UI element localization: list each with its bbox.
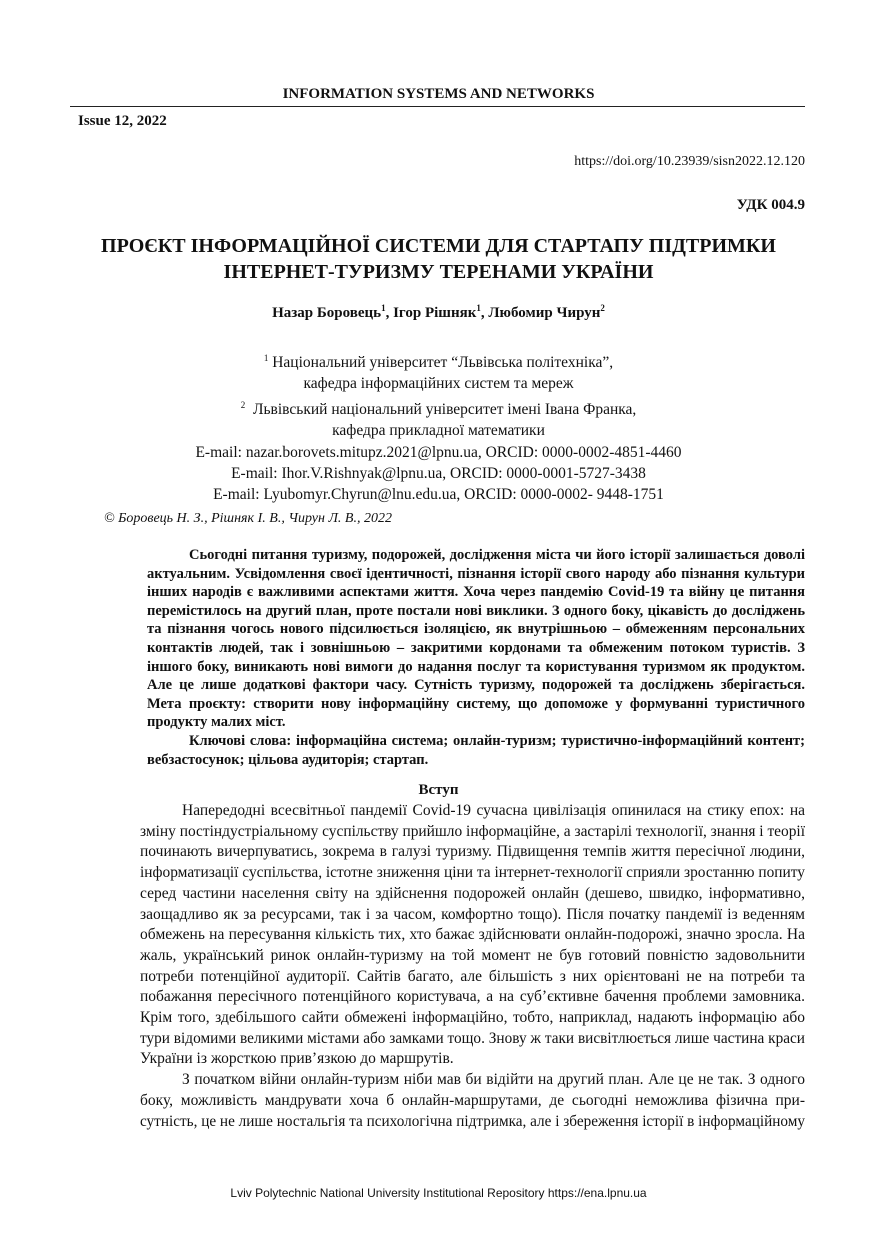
body-line: сутність, це не лише ностальгія та психологічна підтримка, але і збереження історії в інформаційному — [140, 1112, 805, 1130]
abstract-line: перемістилось на другий план, проте постали нові виклики. З одного боку, цікавість до досліджень — [147, 602, 805, 619]
header-divider — [70, 106, 805, 107]
body-line: Напередодні всесвітньої пандемії Covid-19 сучасна цивілізація опинилася на стику епох: на — [182, 802, 805, 819]
body-line: Крім того, здебільшого сайти обмежені інформаційно, тобто, наприклад, надають інформацію або — [140, 1009, 805, 1027]
body-line: заощадливо як за ресурсами, так і за часом, комфортно тощо). Після початку пандемії із веденням — [140, 905, 805, 923]
copyright: © Боровець Н. З., Рішняк І. В., Чирун Л. В., 2022 — [104, 511, 392, 526]
body-line: побажання пересічного потенційного користувача, а на суб’єктивне бачення проблеми замовника. — [140, 988, 805, 1006]
author-name: Назар Боровець — [272, 305, 382, 321]
doi-link[interactable]: https://doi.org/10.23939/sisn2022.12.120 — [574, 154, 805, 169]
body-line: потреби потенційної аудиторії. Сайтів багато, але більшість з них орієнтовані не на потреби та — [140, 967, 805, 985]
affiliation-mark: 2 — [240, 399, 246, 410]
body-line: боку, можливість мандрувати хоча б онлайн-маршрутами, де сьогодні неможлива фізична при- — [140, 1091, 805, 1109]
affiliation-1-dept: кафедра інформаційних систем та мереж — [303, 375, 574, 393]
abstract-line: інших народів є важливими аспектами життя. Хоча через пандемію Covid-19 та війну це питання — [147, 584, 805, 601]
journal-name: INFORMATION SYSTEMS AND NETWORKS — [282, 86, 595, 102]
abstract-line: Але це лише додаткові фактори часу. Сутність туризму, подорожей та досліджень зберігається. — [147, 677, 805, 694]
affiliation-2: Львівський національний університет імені Івана Франка, — [252, 400, 637, 418]
abstract-line: продукту малих міст. — [147, 714, 286, 731]
body-line: починають вичерпуватись, зокрема в галузі туризму. Підвищення темпів життя пересічної людини, — [140, 843, 805, 861]
issue-label: Issue 12, 2022 — [78, 113, 167, 129]
affiliation-mark: 1 — [263, 353, 269, 363]
author-name: Любомир Чирун — [488, 305, 601, 321]
repository-footer: Lviv Polytechnic National University Institutional Repository https://ena.lpnu.ua — [230, 1186, 647, 1200]
author-email: E-mail: Ihor.V.Rishnyak@lpnu.ua, ORCID: 0000-0001-5727-3438 — [231, 464, 646, 482]
author-email: E-mail: nazar.borovets.mitupz.2021@lpnu.ua, ORCID: 0000-0002-4851-4460 — [195, 443, 682, 461]
affiliation-1: Національний університет “Львівська політехніка”, — [272, 354, 614, 372]
abstract-line: іншого боку, виникають нові вимоги до надання послуг та користування туризмом як продуктом. — [147, 658, 805, 675]
author-name: Ігор Рішняк — [393, 305, 477, 321]
author-email: E-mail: Lyubomyr.Chyrun@lnu.edu.ua, ORCID: 0000-0002- 9448-1751 — [213, 486, 664, 504]
affiliation-2-dept: кафедра прикладної математики — [332, 422, 545, 440]
abstract-line: контактів людей, так і зовнішньою – закритими кордонами та обмеженим потоком туристів. З — [147, 639, 805, 656]
section-heading: Вступ — [418, 782, 459, 798]
title-line: ІНТЕРНЕТ-ТУРИЗМУ ТЕРЕНАМИ УКРАЇНИ — [223, 261, 654, 283]
abstract-line: та пізнання чогось нового підсилюється ізоляцією, як внутрішньою – обмеженням персональних — [147, 621, 805, 638]
body-line: серед частини населення світу на здійснення подорожей онлайн (дешево, швидко, інформативно, — [140, 884, 805, 902]
affiliation-mark: 2 — [600, 303, 605, 313]
paper-title — [70, 233, 807, 285]
title-line: ПРОЄКТ ІНФОРМАЦІЙНОЇ СИСТЕМИ ДЛЯ СТАРТАПУ ПІДТРИМКИ — [101, 235, 776, 257]
body-text — [140, 801, 805, 1132]
body-line: обмежень на пересування кількість тих, хто бажає здійснювати онлайн-подорожі, значно зросла. На — [140, 926, 805, 944]
affiliation-mark: 1 — [476, 303, 481, 313]
abstract-line: Сьогодні питання туризму, подорожей, дослідження міста чи його історії залишається доволі — [189, 547, 805, 563]
body-line: інформатизації суспільства, істотне зниження ціни та інтернет-технології сприяли зростанню попиту — [140, 864, 805, 882]
body-line: зміну постіндустріальному суспільству прийшло інформаційне, а застарілі технології, знання і теорії — [140, 822, 805, 840]
abstract — [147, 546, 805, 769]
keywords-line: вебзастосунок; цільова аудиторія; стартап. — [147, 751, 429, 768]
udk-code: УДК 004.9 — [736, 197, 805, 213]
abstract-line: Мета проєкту: створити нову інформаційну систему, що допоможе у формуванні туристичного — [147, 695, 805, 712]
affiliations — [0, 348, 877, 505]
author-list: Назар Боровець$^1$, Ігор Рішняк$^1$, Любомир Чирун$^2$ — [272, 303, 605, 321]
body-line: тури відомими великими містами або замками тощо. Знову ж таки висвітлюється лише частина краси — [140, 1029, 805, 1047]
body-line: З початком війни онлайн-туризм ніби мав би відійти на другий план. Але це не так. З одного — [182, 1071, 805, 1089]
body-line: жаль, український ринок онлайн-туризму на той момент не був готовий повністю задовольнити — [140, 946, 805, 964]
body-line: України із жорсткою прив’язкою до маршрутів. — [140, 1050, 454, 1068]
affiliation-mark: 1 — [381, 303, 386, 313]
abstract-line: актуальним. Усвідомлення своєї ідентичності, пізнання історії свого народу або пізнання культури — [147, 565, 805, 582]
keywords-line: Ключові слова: інформаційна система; онлайн-туризм; туристично-інформаційний контент; — [189, 732, 805, 749]
